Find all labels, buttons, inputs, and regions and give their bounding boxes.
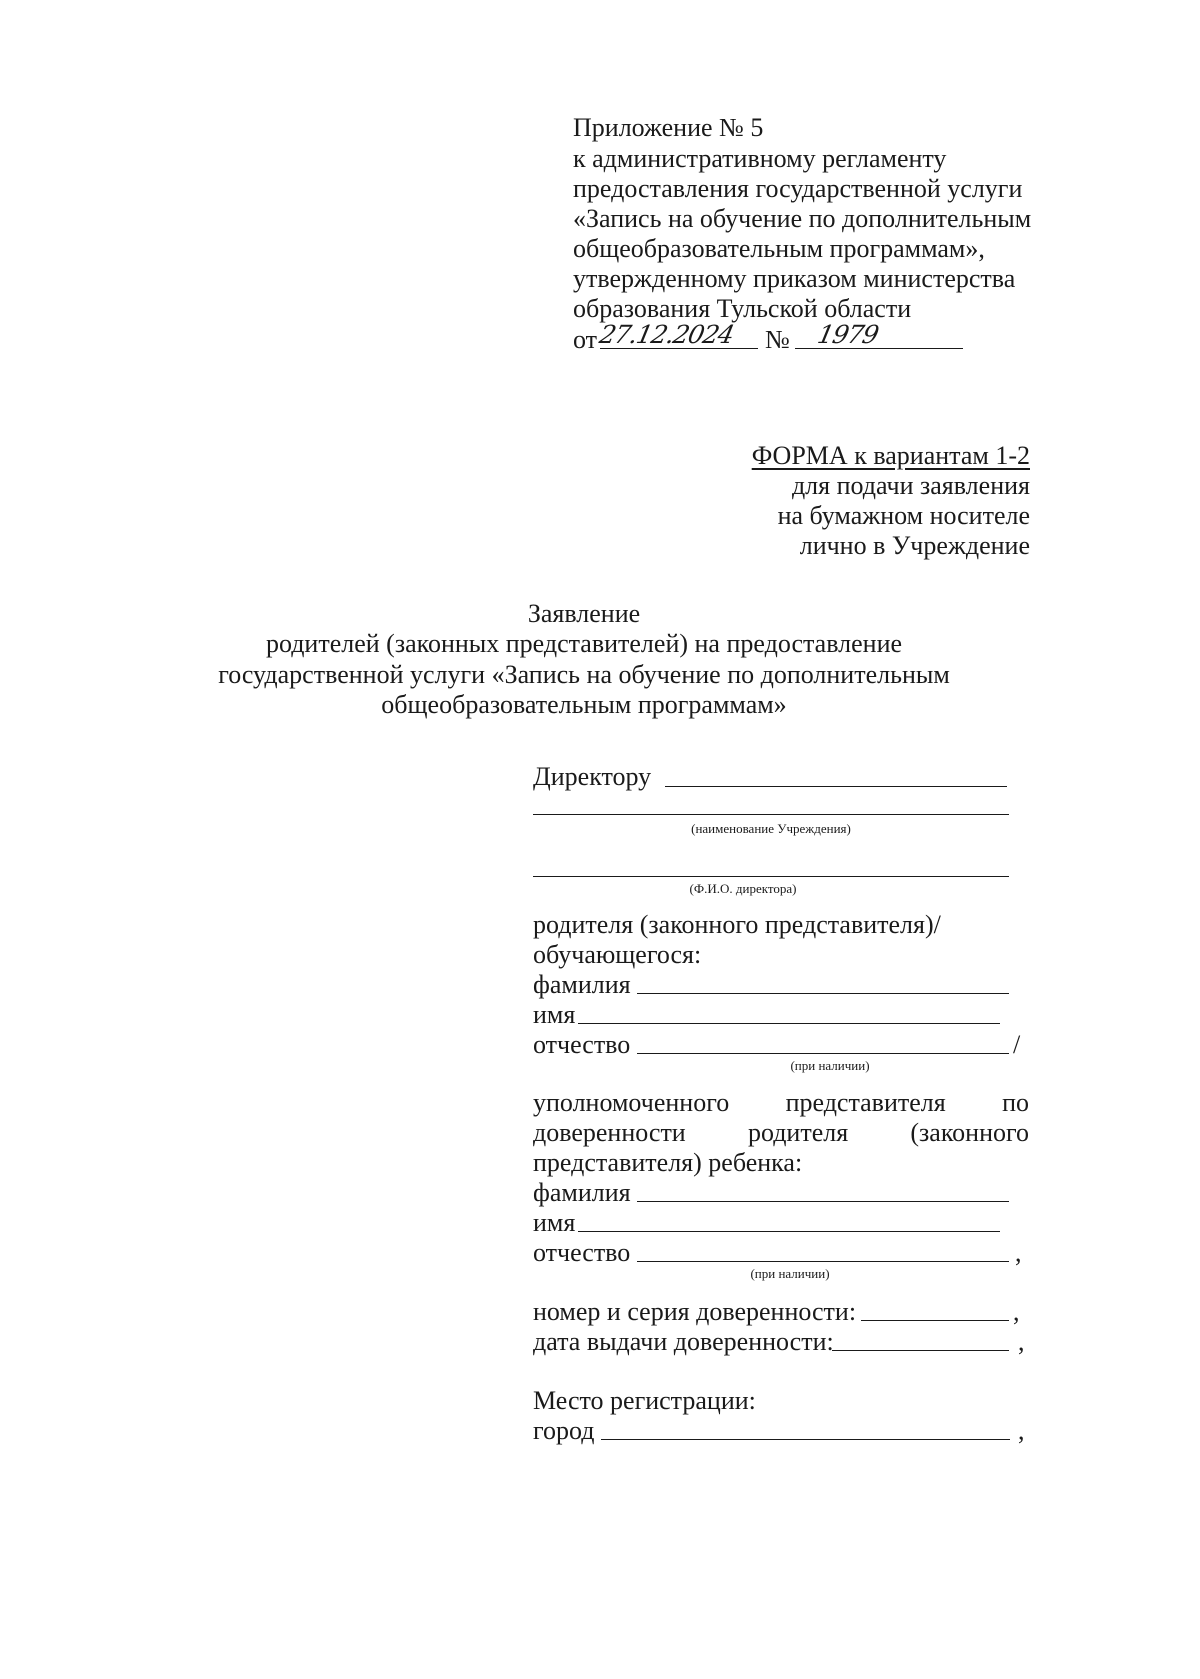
appendix-line: к административному регламенту [573, 144, 947, 173]
parent-intro-2: обучающегося: [533, 940, 702, 969]
appendix-line: предоставления государственной услуги [573, 174, 1023, 203]
city-field[interactable] [601, 1439, 1010, 1440]
representative-comma: , [1015, 1238, 1022, 1267]
poa-date-label: дата выдачи доверенности: [533, 1327, 834, 1356]
statement-line: Заявление [527, 599, 641, 628]
parent-patronymic-caption: (при наличии) [790, 1058, 870, 1073]
appendix-line: общеобразовательным программам», [573, 234, 985, 263]
form-title: ФОРМА к вариантам 1-2 [751, 441, 1030, 470]
representative-name-label: имя [533, 1208, 576, 1237]
representative-patronymic-caption: (при наличии) [750, 1266, 830, 1281]
representative-name-field[interactable] [578, 1231, 1000, 1232]
statement-line: государственной услуги «Запись на обучение по дополнительным [218, 660, 950, 689]
appendix-line: утвержденному приказом министерства [573, 264, 1016, 293]
representative-patronymic-label: отчество [533, 1238, 631, 1267]
representative-intro-3: представителя) ребенка: [533, 1148, 803, 1177]
representative-surname-label: фамилия [533, 1178, 631, 1207]
parent-patronymic-field[interactable] [637, 1053, 1009, 1054]
order-date-label: от [573, 325, 598, 354]
representative-word: представителя [785, 1088, 946, 1117]
director-name-field[interactable] [533, 876, 1009, 877]
representative-intro-2 [533, 1117, 1029, 1148]
registration-title: Место регистрации: [533, 1386, 756, 1415]
representative-word: (законного [910, 1118, 1029, 1147]
order-number-handwritten: 1979 [814, 320, 881, 349]
city-comma: , [1018, 1416, 1025, 1445]
poa-date-comma: , [1018, 1327, 1025, 1356]
appendix-line: образования Тульской области [573, 294, 912, 323]
director-label: Директору [533, 762, 652, 791]
poa-date-field[interactable] [832, 1350, 1009, 1351]
poa-number-field[interactable] [861, 1320, 1009, 1321]
institution-field[interactable] [533, 814, 1009, 815]
parent-patronymic-label: отчество [533, 1030, 631, 1059]
appendix-line: Приложение № 5 [573, 113, 764, 142]
parent-surname-field[interactable] [637, 993, 1009, 994]
representative-surname-field[interactable] [637, 1201, 1009, 1202]
poa-number-label: номер и серия доверенности: [533, 1297, 857, 1326]
director-field[interactable] [665, 786, 1007, 787]
order-date-handwritten: 27.12.2024 [596, 320, 737, 349]
statement-line: родителей (законных представителей) на предоставление [265, 629, 903, 658]
parent-surname-label: фамилия [533, 970, 631, 999]
poa-number-comma: , [1013, 1297, 1020, 1326]
form-subtitle-line: на бумажном носителе [777, 501, 1030, 530]
representative-word: доверенности [533, 1118, 686, 1147]
representative-word: уполномоченного [533, 1088, 730, 1117]
parent-name-field[interactable] [578, 1023, 1000, 1024]
order-number-label: № [765, 325, 790, 354]
representative-word: по [1002, 1088, 1029, 1117]
parent-intro: родителя (законного представителя)/ [533, 910, 941, 939]
parent-slash: / [1013, 1030, 1021, 1059]
city-label: город [533, 1416, 595, 1445]
institution-caption: (наименование Учреждения) [691, 821, 851, 836]
appendix-line: «Запись на обучение по дополнительным [573, 204, 1032, 233]
form-subtitle-line: лично в Учреждение [799, 531, 1030, 560]
parent-name-label: имя [533, 1000, 576, 1029]
representative-intro-1 [533, 1087, 1029, 1118]
form-subtitle-line: для подачи заявления [791, 471, 1030, 500]
representative-word: родителя [747, 1118, 849, 1147]
representative-patronymic-field[interactable] [637, 1261, 1009, 1262]
statement-line: общеобразовательным программам» [381, 690, 787, 719]
director-name-caption: (Ф.И.О. директора) [689, 881, 797, 896]
